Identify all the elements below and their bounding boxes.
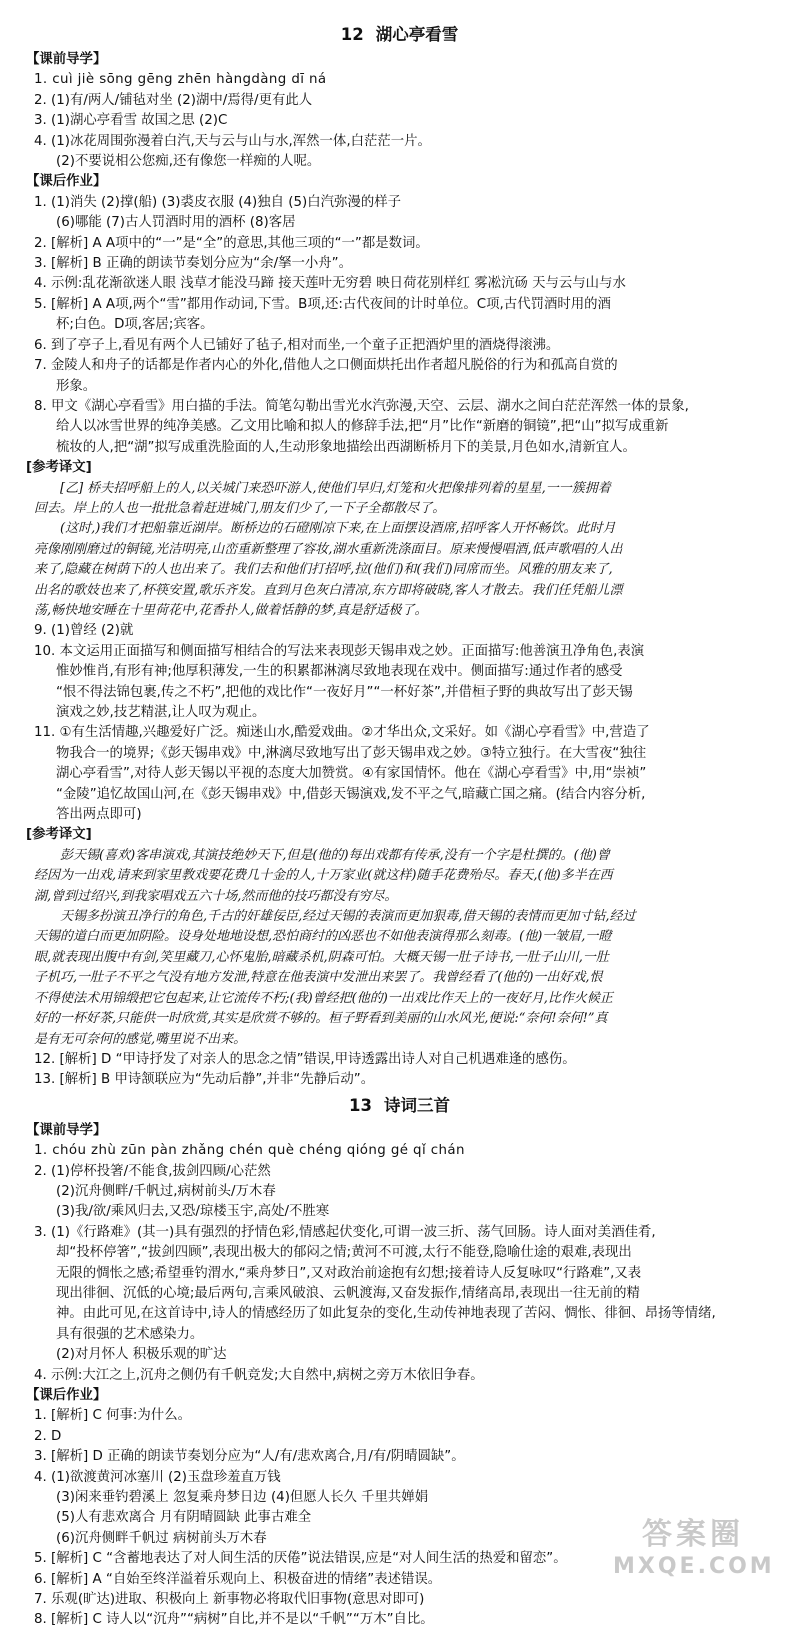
answer-line: 1. (1)消失 (2)撑(船) (3)裘皮衣服 (4)独自 (5)白汽弥漫的样子 [34, 194, 401, 210]
answer-line: (3)闲来垂钓碧溪上 忽复乘舟梦日边 (4)但愿人长久 千里共婵娟 [56, 1490, 429, 1506]
translation-line: 是有无可奈何的感觉,嘴里说不出来。 [34, 1031, 247, 1047]
section-title-13 [34, 1093, 765, 1119]
answer-line: 2. (1)有/两人/铺毡对坐 (2)湖中/焉得/更有此人 [34, 92, 313, 108]
answer-line: 4. 示例:乱花渐欲迷人眼 浅草才能没马蹄 接天莲叶无穷碧 映日荷花别样红 雾凇沆砀 天与云与山与水 [34, 276, 626, 292]
after-class-heading: 【课后作业】 [26, 174, 107, 190]
answer-line: (2)不要说相公您痴,还有像您一样痴的人呢。 [56, 154, 321, 170]
watermark-url: MXQE.COM [613, 1554, 775, 1579]
section-number: 12 [340, 25, 364, 44]
answer-line: (2)对月怀人 积极乐观的旷达 [56, 1347, 227, 1363]
section-name: 诗词三首 [383, 1095, 450, 1115]
answer-line: 7. 金陵人和舟子的话都是作者内心的外化,借他人之口侧面烘托出作者超凡脱俗的行为和孤高自赏的 [34, 358, 618, 374]
answer-line: 8. [解析] C 诗人以“沉舟”“病树”自比,并不是以“千帆”“万木”自比。 [34, 1612, 434, 1628]
translation-line: 来了,隐藏在树荫下的人也出来了。我们去和他们打招呼,拉(他们)和(我们)同席而坐。风雅的朋友来了, [34, 562, 613, 578]
answer-line: 4. (1)冰花周围弥漫着白汽,天与云与山与水,浑然一体,白茫茫一片。 [34, 133, 431, 149]
translation-line: (这时,)我们才把船靠近湖岸。断桥边的石磴刚凉下来,在上面摆设酒席,招呼客人开怀畅饮。此时月 [60, 521, 616, 537]
translation-line: 子机巧,一肚子不平之气没有地方发泄,特意在他表演中发泄出来罢了。我曾经看了(他的)一出好戏,恨 [34, 970, 603, 986]
pre-class-heading: 【课前导学】 [26, 52, 107, 67]
translation-line: 荡,畅快地安睡在十里荷花中,花香扑人,做着恬静的梦,真是舒适极了。 [34, 602, 428, 618]
answer-line: 1. cuì jiè sōng gēng zhēn hàngdàng dī ná [34, 72, 327, 88]
translation-line: 经因为一出戏,请来到家里教戏要花费几十金的人,十万家业(就这样)随手花费殆尽。春天,(他)多半在西 [34, 868, 613, 884]
answer-line: 2. [解析] A A项中的“一”是“全”的意思,其他三项的“一”都是数词。 [34, 235, 429, 251]
answer-line: 4. (1)欲渡黄河冰塞川 (2)玉盘珍羞直万钱 [34, 1469, 281, 1485]
answer-line: 2. (1)停杯投箸/不能食,拔剑四顾/心茫然 [34, 1163, 271, 1179]
answer-line: “金陵”追忆故国山河,在《彭天锡串戏》中,借彭天锡演戏,发不平之气,暗藏亡国之痛。(结合内容分析, [56, 786, 646, 802]
pre-class-heading: 【课前导学】 [26, 1122, 107, 1138]
watermark-logo-text: 答案圈 [642, 1517, 744, 1552]
answer-line: 3. [解析] B 正确的朗读节奏划分应为“余/拏一小舟”。 [34, 256, 352, 272]
answer-line: 13. [解析] B 甲诗颔联应为“先动后静”,并非“先静后动”。 [34, 1072, 375, 1088]
answer-line: 神。由此可见,在这首诗中,诗人的情感经历了如此复杂的变化,生动传神地表现了苦闷、惆怅、徘徊、昂扬等情绪, [56, 1306, 716, 1322]
answer-line: (2)沉舟侧畔/千帆过,病树前头/万木春 [56, 1183, 276, 1199]
answer-line: (6)沉舟侧畔千帆过 病树前头万木春 [56, 1530, 267, 1546]
answer-line: 具有很强的艺术感染力。 [56, 1326, 204, 1342]
translation-line: 眼,就表现出腹中有剑,笑里藏刀,心怀鬼胎,暗藏杀机,阴森可怕。大概天锡一肚子诗书,一肚子山川,一肚 [34, 949, 609, 965]
answer-line: 9. (1)曾经 (2)就 [34, 623, 134, 639]
translation-line: 亮像刚刚磨过的铜镜,光洁明亮,山峦重新整理了容妆,湖水重新洗涤面目。原来慢慢唱酒,低声歌唱的人出 [34, 541, 623, 557]
answer-line: 现出徘徊、沉低的心境;最后两句,言乘风破浪、云帆渡海,又奋发振作,情绪高昂,表现出一往无前的精 [56, 1285, 640, 1301]
translation-line: 天锡多扮演丑净行的角色,千古的奸雄佞臣,经过天锡的表演而更加狠毒,借天锡的表情而更加寸钻,经过 [60, 909, 636, 925]
answer-line: 3. (1)《行路难》(其一)具有强烈的抒情色彩,情感起伏变化,可谓一波三折、荡气回肠。诗人面对美酒佳肴, [34, 1224, 656, 1240]
answer-line: 10. 本文运用正面描写和侧面描写相结合的写法来表现彭天锡串戏之妙。正面描写:他善演丑净角色,表演 [34, 643, 645, 659]
translation-line: 不得使法术用锦缎把它包起来,让它流传不朽;(我)曾经把(他的)一出戏比作天上的一夜好月,比作火候正 [34, 990, 613, 1006]
answer-line: (3)我/欲/乘风归去,又恐/琼楼玉宇,高处/不胜寒 [56, 1204, 330, 1220]
translation-line: [乙] 桥夫招呼船上的人,以关城门来恐吓游人,使他们早归,灯笼和火把像排列着的星星,一一簇拥着 [60, 480, 611, 496]
answer-line: 惟妙惟肖,有形有神;他厚积薄发,一生的积累都淋漓尽致地表现在戏中。侧面描写:通过作者的感受 [56, 664, 623, 680]
answer-line: 1. [解析] C 何事:为什么。 [34, 1408, 191, 1424]
answer-line: 11. ①有生活情趣,兴趣爱好广泛。痴迷山水,酷爱戏曲。②才华出众,文采好。如《湖心亭看雪》中,营造了 [34, 725, 650, 741]
answer-line: 杯;白色。D项,客居;宾客。 [56, 317, 214, 333]
answer-line: 12. [解析] D “甲诗抒发了对亲人的思念之情”错误,甲诗透露出诗人对自己机遇难逢的感伤。 [34, 1051, 576, 1067]
answer-line: (5)人有悲欢离合 月有阴晴圆缺 此事古难全 [56, 1510, 312, 1526]
answer-line: 5. [解析] A A项,两个“雪”都用作动词,下雪。B项,还:古代夜间的计时单位。C项,古代罚酒时用的酒 [34, 296, 611, 312]
answer-line: 7. 乐观(旷达)进取、积极向上 新事物必将取代旧事物(意思对即可) [34, 1592, 425, 1608]
answer-line: 5. [解析] C “含蓄地表达了对人间生活的厌倦”说法错误,应是“对人间生活的热爱和留恋”。 [34, 1551, 567, 1567]
section-name: 湖心亭看雪 [375, 25, 459, 44]
translation-line: 好的一杯好茶,只能供一时欣赏,其实是欣赏不够的。桓子野看到美丽的山水风光,便说:“奈何!奈何!”真 [34, 1011, 608, 1027]
answer-line: (6)哪能 (7)古人罚酒时用的酒杯 (8)客居 [56, 215, 296, 231]
translation-heading: [参考译文] [26, 827, 92, 843]
answer-line: 1. chóu zhù zūn pàn zhǎng chén què chéng qióng gé qǐ chán [34, 1143, 465, 1159]
answer-line: 6. [解析] A “自始至终洋溢着乐观向上、积极奋进的情绪”表述错误。 [34, 1571, 442, 1587]
answer-line: 无限的惆怅之感;希望垂钓渭水,“乘舟梦日”,又对政治前途抱有幻想;接着诗人反复咏叹“行路难”,又表 [56, 1265, 642, 1281]
answer-line: 3. (1)湖心亭看雪 故国之思 (2)C [34, 113, 228, 129]
section-number: 13 [349, 1095, 372, 1115]
translation-line: 彭天锡(喜欢)客串演戏,其演技绝妙天下,但是(他的)每出戏都有传承,没有一个字是杜撰的。(他)曾 [60, 847, 610, 863]
translation-heading: [参考译文] [26, 460, 92, 476]
answer-line: 却“投杯停箸”,“拔剑四顾”,表现出极大的郁闷之情;黄河不可渡,太行不能登,隐喻仕途的艰难,表现出 [56, 1245, 632, 1261]
translation-line: 出名的歌妓也来了,杯筷安置,歌乐齐发。直到月色灰白清凉,东方即将破晓,客人才散去。我们任凭船儿漂 [34, 582, 623, 598]
answer-line: 2. D [34, 1428, 62, 1444]
answer-line: 物我合一的境界;《彭天锡串戏》中,淋漓尽致地写出了彭天锡串戏之妙。③特立独行。在大雪夜“独往 [56, 745, 647, 761]
section-title-12 [34, 22, 765, 48]
answer-line: 梳妆的人,把“湖”拟写成重洗脸面的人,生动形象地描绘出西湖断桥月下的美景,月色如水,清新宜人。 [56, 439, 636, 455]
answer-line: 6. 到了亭子上,看见有两个人已铺好了毡子,相对而坐,一个童子正把酒炉里的酒烧得滚沸。 [34, 337, 560, 353]
answer-line: 形象。 [56, 378, 97, 394]
answer-line: 答出两点即可) [56, 807, 142, 823]
answer-line: 8. 甲文《湖心亭看雪》用白描的手法。简笔勾勒出雪光水汽弥漫,天空、云层、湖水之间白茫茫浑然一体的景象, [34, 398, 689, 414]
answer-line: 演戏之妙,技艺精湛,让人叹为观止。 [56, 705, 266, 720]
translation-line: 天锡的道白而更加阴险。设身处地地设想,恐怕商纣的凶恶也不如他表演得那么刻毒。(他)一皱眉,一瞪 [34, 929, 612, 945]
after-class-heading: 【课后作业】 [26, 1388, 107, 1403]
answer-line: 4. 示例:大江之上,沉舟之侧仍有千帆竞发;大自然中,病树之旁万木依旧争春。 [34, 1367, 484, 1383]
translation-line: 回去。岸上的人也一批批急着赶进城门,朋友们少了,一下子全都散尽了。 [34, 500, 446, 516]
answer-line: “恨不得法锦包裹,传之不朽”,把他的戏比作“一夜好月”“一杯好茶”,并借桓子野的典故写出了彭天锡 [56, 684, 633, 700]
answer-line: 3. [解析] D 正确的朗读节奏划分应为“人/有/悲欢离合,月/有/阴晴圆缺”。 [34, 1449, 465, 1465]
translation-line: 湖,曾到过绍兴,到我家唱戏五六十场,然而他的技巧都没有穷尽。 [34, 888, 398, 904]
answer-line: 给人以冰雪世界的纯净美感。乙文用比喻和拟人的修辞手法,把“月”比作“新磨的铜镜”,把“山”拟写成重新 [56, 419, 669, 435]
answer-line: 湖心亭看雪”,对待人彭天锡以平视的态度大加赞赏。④有家国情怀。他在《湖心亭看雪》中,用“崇祯” [56, 766, 647, 782]
